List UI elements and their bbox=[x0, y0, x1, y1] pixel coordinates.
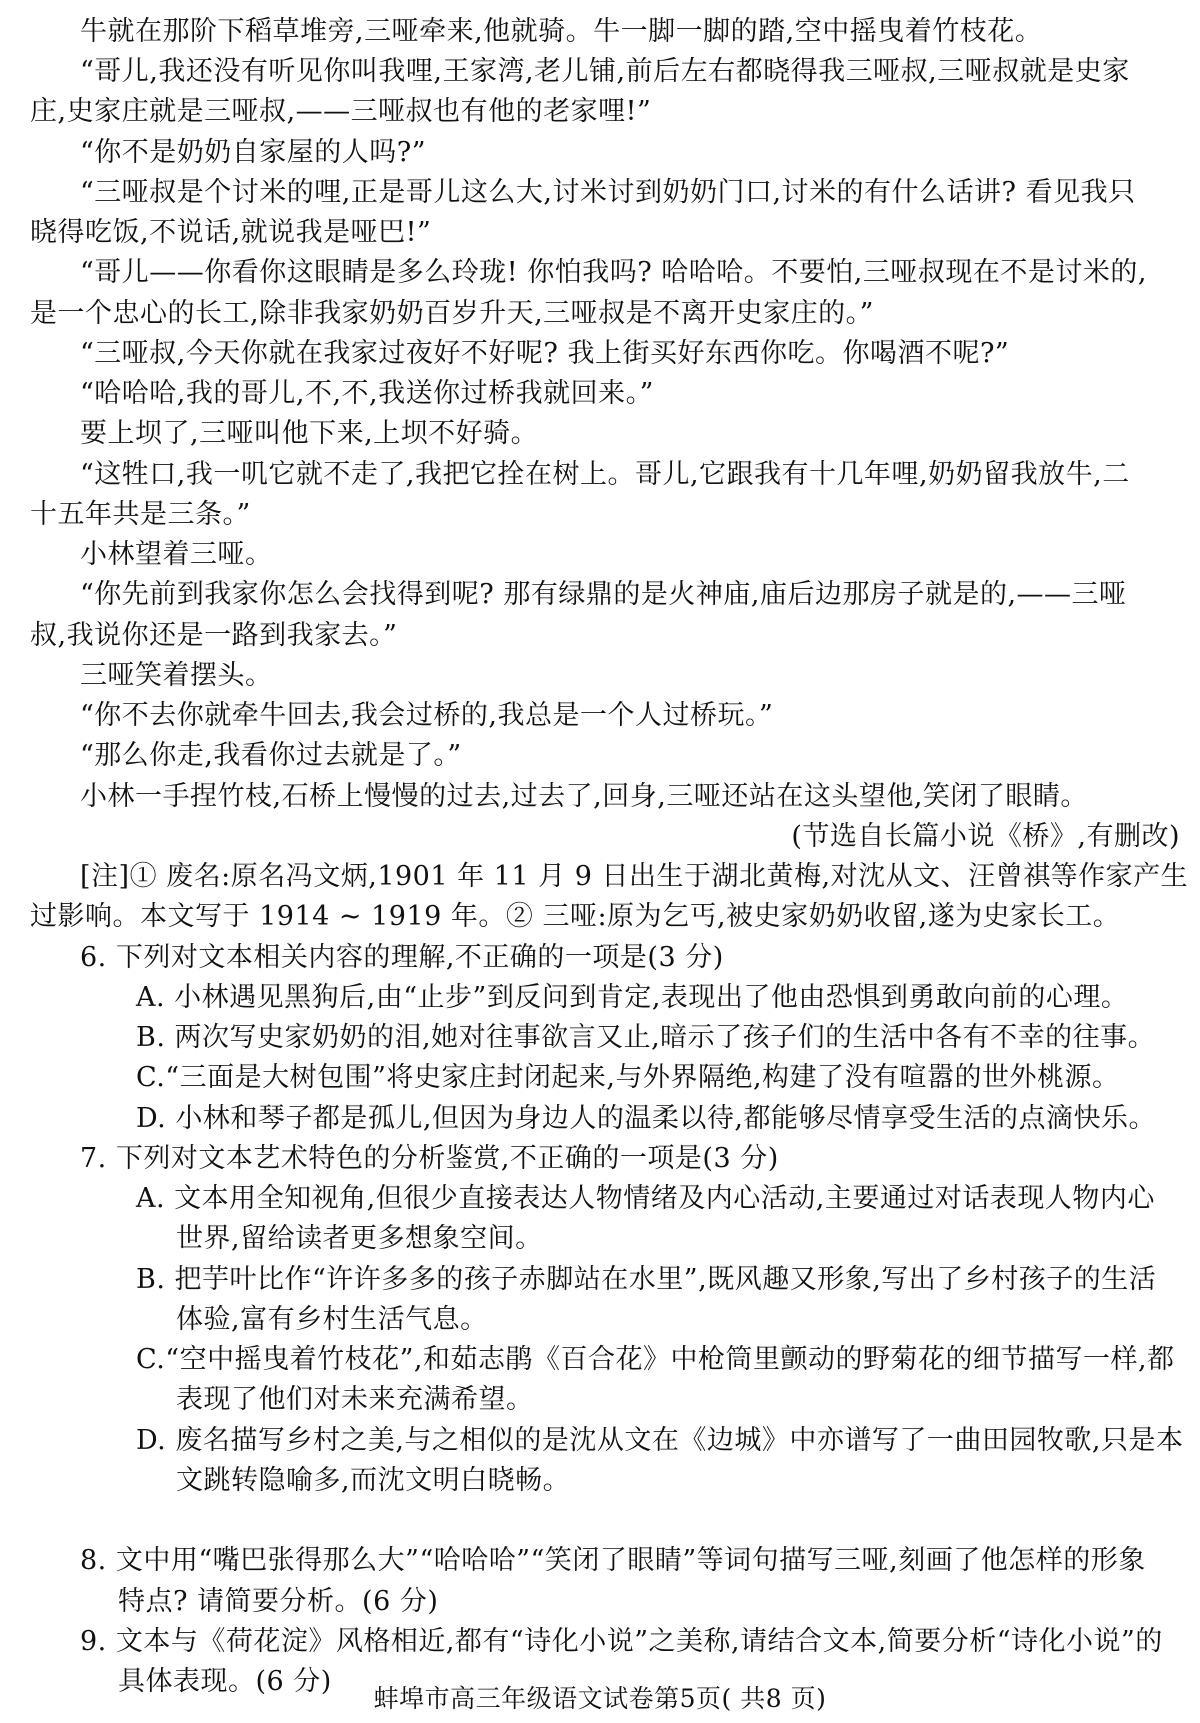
passage-line: 要上坝了,三哑叫他下来,上坝不好骑。 bbox=[80, 418, 539, 449]
passage-line: 叔,我说你还是一路到我家去。” bbox=[30, 620, 398, 651]
question-7-option-a-cont: 世界,留给读者更多想象空间。 bbox=[176, 1223, 543, 1254]
question-6-option-a: A. 小林遇见黑狗后,由“止步”到反问到肯定,表现出了他由恐惧到勇敢向前的心理。 bbox=[136, 982, 1129, 1013]
passage-line: “哥儿——你看你这眼睛是多么玲珑! 你怕我吗? 哈哈哈。不要怕,三哑叔现在不是讨米的, bbox=[80, 257, 1147, 288]
passage-line: “哥儿,我还没有听见你叫我哩,王家湾,老儿铺,前后左右都晓得我三哑叔,三哑叔就是史家 bbox=[80, 56, 1130, 87]
question-6-option-c: C.“三面是大树包围”将史家庄封闭起来,与外界隔绝,构建了没有喧嚣的世外桃源。 bbox=[136, 1062, 1120, 1093]
passage-line: 小林望着三哑。 bbox=[80, 539, 273, 570]
passage-line: “哈哈哈,我的哥儿,不,不,我送你过桥我就回来。” bbox=[80, 378, 654, 409]
passage-line: 牛就在那阶下稻草堆旁,三哑牵来,他就骑。牛一脚一脚的踏,空中摇曳着竹枝花。 bbox=[80, 16, 1043, 47]
question-7-option-c-cont: 表现了他们对未来充满希望。 bbox=[176, 1384, 534, 1415]
passage-line: 是一个忠心的长工,除非我家奶奶百岁升天,三哑叔是不离开史家庄的。” bbox=[30, 298, 874, 329]
passage-line: “你不是奶奶自家屋的人吗?” bbox=[80, 137, 427, 168]
question-6-option-b: B. 两次写史家奶奶的泪,她对往事欲言又止,暗示了孩子们的生活中各有不幸的往事。 bbox=[136, 1022, 1156, 1053]
question-7-option-a: A. 文本用全知视角,但很少直接表达人物情绪及内心活动,主要通过对话表现人物内心 bbox=[136, 1183, 1155, 1214]
passage-line: “三哑叔,今天你就在我家过夜好不好呢? 我上街买好东西你吃。你喝酒不呢?” bbox=[80, 338, 1010, 369]
question-7-option-d-cont: 文跳转隐喻多,而沈文明白晓畅。 bbox=[176, 1465, 571, 1496]
source-citation: (节选自长篇小说《桥》,有删改) bbox=[791, 821, 1180, 852]
passage-line: “你不去你就牵牛回去,我会过桥的,我总是一个人过桥玩。” bbox=[80, 700, 774, 731]
question-7-option-b-cont: 体验,富有乡村生活气息。 bbox=[176, 1304, 488, 1335]
passage-line: “这牲口,我一叽它就不走了,我把它拴在树上。哥儿,它跟我有十几年哩,奶奶留我放牛,二 bbox=[80, 459, 1130, 490]
question-9-stem-cont: 具体表现。(6 分) bbox=[118, 1666, 332, 1697]
question-7-option-d: D. 废名描写乡村之美,与之相似的是沈从文在《边城》中亦谱写了一曲田园牧歌,只是本 bbox=[136, 1425, 1184, 1456]
passage-line: 晓得吃饭,不说话,就说我是哑巴!” bbox=[30, 217, 432, 248]
passage-line: 十五年共是三条。” bbox=[30, 499, 251, 530]
question-7-option-c: C.“空中摇曳着竹枝花”,和茹志鹃《百合花》中枪筒里颤动的野菊花的细节描写一样,都 bbox=[136, 1344, 1175, 1375]
passage-line: 小林一手捏竹枝,石桥上慢慢的过去,过去了,回身,三哑还站在这头望他,笑闭了眼睛。 bbox=[80, 781, 1088, 812]
passage-line: 三哑笑着摆头。 bbox=[80, 660, 273, 691]
question-6-option-d: D. 小林和琴子都是孤儿,但因为身边人的温柔以待,都能够尽情享受生活的点滴快乐。 bbox=[136, 1103, 1157, 1134]
page-footer: 蚌埠市高三年级语文试卷第5页( 共8 页) bbox=[373, 1684, 827, 1713]
passage-line: “你先前到我家你怎么会找得到呢? 那有绿鼎的是火神庙,庙后边那房子就是的,——三哑 bbox=[80, 579, 1127, 610]
question-7-option-b: B. 把芋叶比作“许许多多的孩子赤脚站在水里”,既风趣又形象,写出了乡村孩子的生活 bbox=[136, 1264, 1157, 1295]
question-8-stem: 8. 文中用“嘴巴张得那么大”“哈哈哈”“笑闭了眼睛”等词句描写三哑,刻画了他怎样的形象 bbox=[80, 1545, 1146, 1576]
note-line: [注]① 废名:原名冯文炳,1901 年 11 月 9 日出生于湖北黄梅,对沈从文、汪曾祺等作家产生 bbox=[80, 861, 1189, 892]
question-6-stem: 6. 下列对文本相关内容的理解,不正确的一项是(3 分) bbox=[80, 942, 724, 973]
question-9-stem: 9. 文本与《荷花淀》风格相近,都有“诗化小说”之美称,请结合文本,简要分析“诗化小说”的 bbox=[80, 1626, 1163, 1657]
question-8-stem-cont: 特点? 请简要分析。(6 分) bbox=[118, 1586, 439, 1617]
question-7-stem: 7. 下列对文本艺术特色的分析鉴赏,不正确的一项是(3 分) bbox=[80, 1143, 779, 1174]
passage-line: “那么你走,我看你过去就是了。” bbox=[80, 740, 462, 771]
note-line: 过影响。本文写于 1914 ~ 1919 年。② 三哑:原为乞丐,被史家奶奶收留,遂为史家长工。 bbox=[30, 901, 1121, 932]
passage-line: 庄,史家庄就是三哑叔,——三哑叔也有他的老家哩!” bbox=[30, 96, 652, 127]
passage-line: “三哑叔是个讨米的哩,正是哥儿这么大,讨米讨到奶奶门口,讨米的有什么话讲? 看见我只 bbox=[80, 177, 1136, 208]
